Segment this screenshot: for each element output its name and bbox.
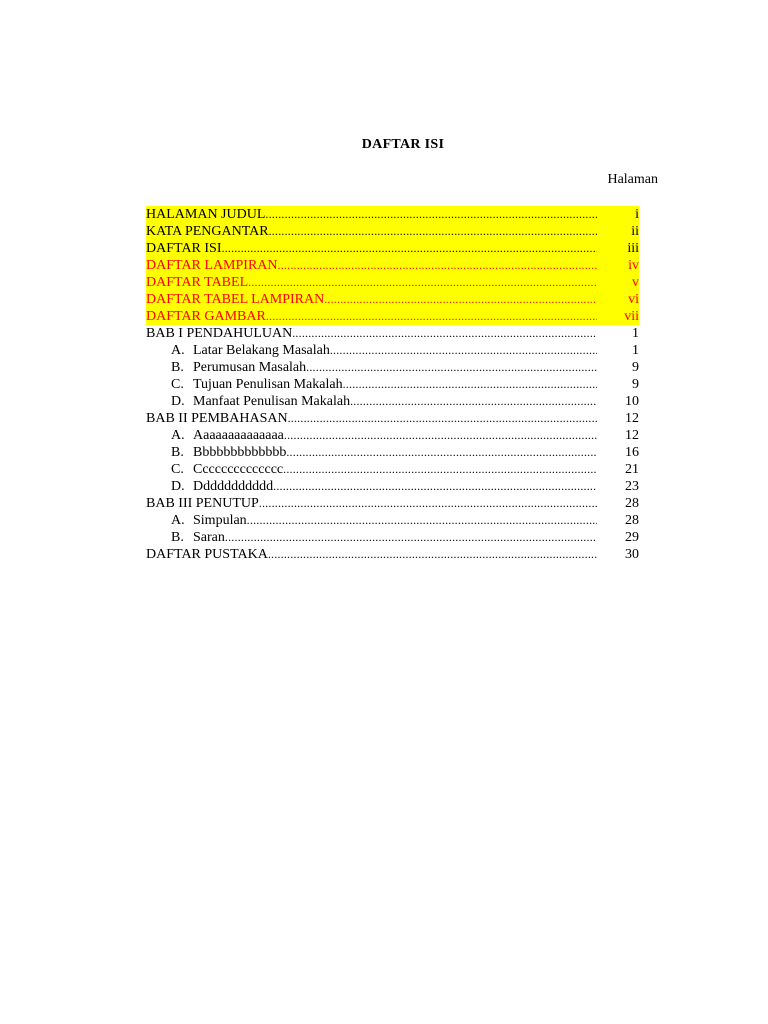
toc-entry-label — [146, 359, 306, 376]
toc-entry-letter: A. — [171, 428, 185, 443]
toc-entry-label — [146, 529, 225, 546]
toc-entry — [146, 308, 639, 325]
toc-entry-letter: D. — [171, 479, 185, 494]
toc-entry-text: BAB III PENUTUP — [146, 496, 259, 511]
dot-leader — [222, 240, 598, 257]
toc-entry-text: DAFTAR PUSTAKA — [146, 547, 268, 562]
dot-leader — [350, 393, 597, 410]
dot-leader — [330, 342, 597, 359]
page-column-header: Halaman — [607, 172, 658, 187]
toc-subentry — [146, 359, 639, 376]
toc-entry-text: BAB I PENDAHULUAN — [146, 326, 293, 341]
toc-entry — [146, 274, 639, 291]
toc-entry-page: iv — [628, 258, 639, 273]
dot-leader — [248, 274, 597, 291]
toc-entry-page: 30 — [625, 547, 639, 562]
toc-entry-page: v — [632, 275, 639, 290]
dot-leader — [225, 529, 597, 546]
toc-entry-letter: A. — [171, 343, 185, 358]
toc-entry-page: 16 — [625, 445, 639, 460]
toc-entry-letter: D. — [171, 394, 185, 409]
toc-entry-text: KATA PENGANTAR — [146, 224, 269, 239]
toc-entry-label — [146, 223, 269, 240]
toc-entry-page: iii — [627, 241, 639, 256]
toc-entry-text: DAFTAR TABEL LAMPIRAN — [146, 292, 325, 307]
toc-entry-page: 23 — [625, 479, 639, 494]
toc-entry-text: HALAMAN JUDUL — [146, 207, 266, 222]
dot-leader — [259, 495, 597, 512]
dot-leader — [306, 359, 597, 376]
dot-leader — [268, 546, 597, 563]
toc-entry-label — [146, 427, 284, 444]
toc-entry-page: 21 — [625, 462, 639, 477]
toc-subentry — [146, 342, 639, 359]
toc-entry — [146, 546, 639, 563]
toc-entry-text: Manfaat Penulisan Makalah — [193, 394, 351, 409]
toc-entry-label — [146, 410, 288, 427]
toc-entry — [146, 495, 639, 512]
toc-entry-label — [146, 274, 248, 291]
toc-entry — [146, 325, 639, 342]
toc-entry-page: 1 — [632, 326, 639, 341]
toc-entry-page: 10 — [625, 394, 639, 409]
toc-entry-text: DAFTAR GAMBAR — [146, 309, 266, 324]
toc-entry — [146, 291, 639, 308]
toc-entry-text: Ddddddddddd — [193, 479, 274, 494]
toc-entry-page: i — [635, 207, 639, 222]
toc-entry-page: 29 — [625, 530, 639, 545]
toc-entry-page: ii — [631, 224, 639, 239]
dot-leader — [269, 223, 597, 240]
toc-entry-text: DAFTAR LAMPIRAN — [146, 258, 278, 273]
dot-leader — [286, 444, 597, 461]
toc-entry-text: Perumusan Masalah — [193, 360, 307, 375]
toc-entry-text: BAB II PEMBAHASAN — [146, 411, 288, 426]
toc-entry-label — [146, 461, 283, 478]
toc-entry-letter: C. — [171, 462, 184, 477]
toc-entry-letter: B. — [171, 360, 184, 375]
toc-entry-page: 12 — [625, 428, 639, 443]
toc-entry-page: 9 — [632, 360, 639, 375]
toc-entry-label — [146, 206, 265, 223]
dot-leader — [247, 512, 597, 529]
dot-leader — [265, 206, 597, 223]
toc-entry-label — [146, 478, 273, 495]
table-of-contents — [146, 206, 639, 563]
toc-entry-letter: A. — [171, 513, 185, 528]
dot-leader — [283, 461, 597, 478]
toc-entry-page: vi — [628, 292, 639, 307]
toc-subentry — [146, 512, 639, 529]
toc-entry-page: 28 — [625, 513, 639, 528]
toc-entry-text: Cccccccccccccc — [193, 462, 284, 477]
dot-leader — [278, 257, 597, 274]
dot-leader — [273, 478, 597, 495]
dot-leader — [266, 308, 597, 325]
toc-entry-text: Bbbbbbbbbbbbb — [193, 445, 287, 460]
dot-leader — [292, 325, 597, 342]
toc-entry — [146, 223, 639, 240]
toc-entry-text: Simpulan — [193, 513, 247, 528]
toc-subentry — [146, 376, 639, 393]
toc-entry-letter: C. — [171, 377, 184, 392]
toc-entry-page: 1 — [632, 343, 639, 358]
toc-entry-label — [146, 444, 286, 461]
toc-subentry — [146, 393, 639, 410]
dot-leader — [324, 291, 597, 308]
toc-entry-label — [146, 495, 259, 512]
toc-entry-page: 9 — [632, 377, 639, 392]
toc-entry-label — [146, 291, 324, 308]
toc-entry-label — [146, 546, 268, 563]
toc-entry-text: Tujuan Penulisan Makalah — [193, 377, 343, 392]
toc-subentry — [146, 461, 639, 478]
toc-entry — [146, 206, 639, 223]
toc-subentry — [146, 529, 639, 546]
toc-entry-page: vii — [624, 309, 639, 324]
toc-entry-text: DAFTAR ISI — [146, 241, 222, 256]
toc-entry-label — [146, 393, 350, 410]
dot-leader — [343, 376, 597, 393]
toc-entry-text: Saran — [193, 530, 225, 545]
toc-entry-letter: B. — [171, 530, 184, 545]
toc-entry-label — [146, 240, 222, 257]
toc-entry-text: Latar Belakang Masalah — [193, 343, 330, 358]
toc-entry-text: DAFTAR TABEL — [146, 275, 249, 290]
dot-leader — [288, 410, 597, 427]
toc-entry-letter: B. — [171, 445, 184, 460]
toc-entry — [146, 240, 639, 257]
toc-entry-page: 28 — [625, 496, 639, 511]
toc-subentry — [146, 478, 639, 495]
toc-entry-label — [146, 325, 292, 342]
dot-leader — [284, 427, 597, 444]
toc-entry-page: 12 — [625, 411, 639, 426]
toc-entry-label — [146, 308, 266, 325]
toc-subentry — [146, 427, 639, 444]
toc-entry — [146, 410, 639, 427]
toc-entry-text: Aaaaaaaaaaaaaa — [193, 428, 284, 443]
toc-entry-label — [146, 376, 343, 393]
toc-entry-label — [146, 512, 247, 529]
toc-subentry — [146, 444, 639, 461]
toc-entry-label — [146, 342, 330, 359]
toc-entry — [146, 257, 639, 274]
toc-entry-label — [146, 257, 278, 274]
page-title: DAFTAR ISI — [361, 137, 445, 152]
